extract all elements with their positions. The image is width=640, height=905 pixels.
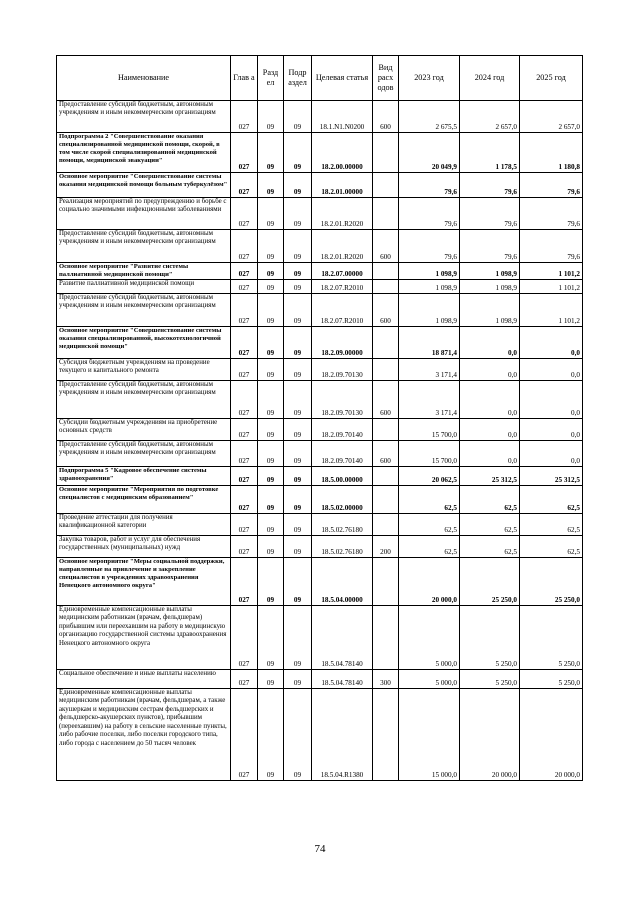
table-row: [57, 359, 583, 381]
row-2025: 0,0: [520, 327, 583, 359]
row-name: Основное мероприятие "Совершенствование системы оказания специализированной, высокотехнологичной медицинской помощи": [57, 327, 231, 359]
row-article: 18.2.07.R2010: [312, 280, 373, 294]
row-podrazdel: 09: [284, 230, 312, 263]
row-article: 18.5.04.R1380: [312, 689, 373, 781]
row-glava: 027: [231, 230, 258, 263]
row-2023: 20 062,5: [399, 467, 460, 486]
row-glava: 027: [231, 381, 258, 419]
row-expense-type: [373, 359, 399, 381]
row-2023: 2 675,5: [399, 101, 460, 133]
row-razdel: 09: [258, 536, 284, 558]
row-podrazdel: 09: [284, 536, 312, 558]
table-row: [57, 173, 583, 198]
row-podrazdel: 09: [284, 467, 312, 486]
row-2024: 79,6: [460, 198, 520, 230]
row-2025: 1 101,2: [520, 294, 583, 327]
row-2024: 25 312,5: [460, 467, 520, 486]
row-podrazdel: 09: [284, 441, 312, 467]
row-expense-type: [373, 280, 399, 294]
row-podrazdel: 09: [284, 419, 312, 441]
table-row: [57, 419, 583, 441]
row-2024: 5 250,0: [460, 606, 520, 670]
row-2025: 0,0: [520, 419, 583, 441]
row-podrazdel: 09: [284, 263, 312, 280]
row-name: Закупка товаров, работ и услуг для обеспечения государственных (муниципальных) нужд: [57, 536, 231, 558]
row-razdel: 09: [258, 173, 284, 198]
row-expense-type: [373, 606, 399, 670]
table-row: [57, 263, 583, 280]
row-2024: 1 098,9: [460, 294, 520, 327]
table-row: [57, 230, 583, 263]
header-2023: 2023 год: [399, 56, 460, 101]
table-row: [57, 381, 583, 419]
row-article: 18.2.07.00000: [312, 263, 373, 280]
header-expense-type: Вид расх одов: [373, 56, 399, 101]
row-2025: 1 101,2: [520, 280, 583, 294]
row-2025: 62,5: [520, 486, 583, 514]
row-name: Проведение аттестации для получения квалификационной категории: [57, 514, 231, 536]
row-2025: 0,0: [520, 359, 583, 381]
table-row: [57, 606, 583, 670]
row-2025: 5 250,0: [520, 606, 583, 670]
row-razdel: 09: [258, 280, 284, 294]
row-2024: 79,6: [460, 173, 520, 198]
row-article: 18.1.N1.N0200: [312, 101, 373, 133]
row-razdel: 09: [258, 359, 284, 381]
row-expense-type: 600: [373, 294, 399, 327]
row-2025: 1 180,8: [520, 133, 583, 173]
table-row: [57, 670, 583, 689]
row-2025: 0,0: [520, 381, 583, 419]
row-expense-type: [373, 467, 399, 486]
row-name: Социальное обеспечение и иные выплаты населению: [57, 670, 231, 689]
header-name: Наименование: [57, 56, 231, 101]
header-glava: Глав а: [231, 56, 258, 101]
row-2023: 79,6: [399, 198, 460, 230]
row-glava: 027: [231, 606, 258, 670]
row-2024: 0,0: [460, 419, 520, 441]
row-glava: 027: [231, 101, 258, 133]
row-2025: 2 657,0: [520, 101, 583, 133]
table-row: [57, 101, 583, 133]
row-razdel: 09: [258, 467, 284, 486]
row-podrazdel: 09: [284, 670, 312, 689]
row-article: 18.2.01.R2020: [312, 230, 373, 263]
row-article: 18.2.09.70130: [312, 359, 373, 381]
row-2024: 2 657,0: [460, 101, 520, 133]
row-article: 18.2.07.R2010: [312, 294, 373, 327]
row-2023: 62,5: [399, 486, 460, 514]
row-glava: 027: [231, 263, 258, 280]
header-2025: 2025 год: [520, 56, 583, 101]
row-name: Предоставление субсидий бюджетным, автономным учреждениям и иным некоммерческим организациям: [57, 441, 231, 467]
row-2023: 1 098,9: [399, 294, 460, 327]
row-expense-type: [373, 419, 399, 441]
row-2024: 20 000,0: [460, 689, 520, 781]
row-name: Подпрограмма 2 "Совершенствование оказания специализированной медицинской помощи, скорой, в том числе скорой специализированной медицинской помощи, медицинской эвакуации": [57, 133, 231, 173]
row-podrazdel: 09: [284, 173, 312, 198]
row-2025: 25 250,0: [520, 558, 583, 606]
row-2023: 5 000,0: [399, 606, 460, 670]
header-podrazdel: Подр аздел: [284, 56, 312, 101]
row-article: 18.2.01.R2020: [312, 198, 373, 230]
row-2025: 62,5: [520, 514, 583, 536]
row-expense-type: [373, 263, 399, 280]
row-expense-type: 600: [373, 441, 399, 467]
row-2025: 79,6: [520, 230, 583, 263]
row-name: Реализация мероприятий по предупреждению и борьбе с социально значимыми инфекционными заболеваниями: [57, 198, 231, 230]
row-name: Основное мероприятие "Мероприятия по подготовке специалистов с медицинским образованием": [57, 486, 231, 514]
row-article: 18.5.04.00000: [312, 558, 373, 606]
row-glava: 027: [231, 670, 258, 689]
row-glava: 027: [231, 359, 258, 381]
row-podrazdel: 09: [284, 294, 312, 327]
row-article: 18.5.02.76180: [312, 514, 373, 536]
row-expense-type: [373, 514, 399, 536]
row-glava: 027: [231, 486, 258, 514]
table-row: [57, 294, 583, 327]
row-podrazdel: 09: [284, 486, 312, 514]
row-2023: 15 700,0: [399, 441, 460, 467]
row-podrazdel: 09: [284, 101, 312, 133]
table-row: [57, 558, 583, 606]
table-row: [57, 514, 583, 536]
table-row: [57, 486, 583, 514]
row-expense-type: [373, 689, 399, 781]
header-article: Целевая статья: [312, 56, 373, 101]
row-2024: 62,5: [460, 514, 520, 536]
row-2024: 1 098,9: [460, 280, 520, 294]
row-2025: 25 312,5: [520, 467, 583, 486]
row-2025: 20 000,0: [520, 689, 583, 781]
row-article: 18.2.00.00000: [312, 133, 373, 173]
row-expense-type: [373, 486, 399, 514]
row-article: 18.5.04.78140: [312, 606, 373, 670]
row-2023: 15 000,0: [399, 689, 460, 781]
row-2024: 5 250,0: [460, 670, 520, 689]
row-expense-type: [373, 327, 399, 359]
table-row: [57, 441, 583, 467]
row-article: 18.5.02.76180: [312, 536, 373, 558]
row-glava: 027: [231, 280, 258, 294]
row-podrazdel: 09: [284, 198, 312, 230]
page-number: 74: [314, 843, 326, 855]
row-razdel: 09: [258, 133, 284, 173]
header-razdel: Разд ел: [258, 56, 284, 101]
row-expense-type: 600: [373, 101, 399, 133]
table-body: [57, 101, 583, 781]
row-2023: 1 098,9: [399, 263, 460, 280]
row-glava: 027: [231, 327, 258, 359]
row-2023: 5 000,0: [399, 670, 460, 689]
row-glava: 027: [231, 419, 258, 441]
row-podrazdel: 09: [284, 133, 312, 173]
row-article: 18.5.00.00000: [312, 467, 373, 486]
row-2023: 3 171,4: [399, 359, 460, 381]
row-expense-type: 600: [373, 381, 399, 419]
row-podrazdel: 09: [284, 359, 312, 381]
row-podrazdel: 09: [284, 381, 312, 419]
row-expense-type: [373, 558, 399, 606]
row-name: Предоставление субсидий бюджетным, автономным учреждениям и иным некоммерческим организациям: [57, 381, 231, 419]
row-glava: 027: [231, 133, 258, 173]
table-row: [57, 280, 583, 294]
row-article: 18.2.09.70140: [312, 441, 373, 467]
row-razdel: 09: [258, 230, 284, 263]
row-glava: 027: [231, 173, 258, 198]
row-glava: 027: [231, 198, 258, 230]
row-2025: 1 101,2: [520, 263, 583, 280]
row-name: Основное мероприятие "Развитие системы паллиативной медицинской помощи": [57, 263, 231, 280]
row-2025: 0,0: [520, 441, 583, 467]
row-podrazdel: 09: [284, 280, 312, 294]
row-razdel: 09: [258, 514, 284, 536]
row-2025: 5 250,0: [520, 670, 583, 689]
row-expense-type: [373, 133, 399, 173]
table-row: [57, 327, 583, 359]
row-2024: 0,0: [460, 359, 520, 381]
row-name: Субсидия бюджетным учреждениям на проведение текущего и капитального ремонта: [57, 359, 231, 381]
row-2023: 3 171,4: [399, 381, 460, 419]
row-2023: 62,5: [399, 514, 460, 536]
table-row: [57, 467, 583, 486]
header-2024: 2024 год: [460, 56, 520, 101]
row-name: Единовременные компенсационные выплаты медицинским работникам (врачам, фельдшерам, а также акушеркам и медицинским сестрам фельдшерских и фельдшерско-акушерских пунктов), прибывшим (переехавшим) на работу в сельские населенные пункты, либо рабочие поселки, либо поселки городского типа, либо города с населением до 50 тысяч человек: [57, 689, 231, 781]
row-glava: 027: [231, 536, 258, 558]
row-razdel: 09: [258, 198, 284, 230]
budget-table: [56, 55, 583, 781]
row-razdel: 09: [258, 441, 284, 467]
row-name: Субсидии бюджетным учреждениям на приобретение основных средств: [57, 419, 231, 441]
row-name: Предоставление субсидий бюджетным, автономным учреждениям и иным некоммерческим организациям: [57, 294, 231, 327]
row-2023: 79,6: [399, 173, 460, 198]
row-name: Единовременные компенсационные выплаты медицинским работникам (врачам, фельдшерам) прибывшим или переехавшим на работу в медицинскую организацию государственной системы здравоохранения Ненецкого автономного округа: [57, 606, 231, 670]
row-razdel: 09: [258, 381, 284, 419]
row-name: Предоставление субсидий бюджетным, автономным учреждениям и иным некоммерческим организациям: [57, 230, 231, 263]
row-2024: 1 178,5: [460, 133, 520, 173]
row-2024: 1 098,9: [460, 263, 520, 280]
row-podrazdel: 09: [284, 689, 312, 781]
row-glava: 027: [231, 467, 258, 486]
row-razdel: 09: [258, 689, 284, 781]
row-razdel: 09: [258, 419, 284, 441]
row-razdel: 09: [258, 327, 284, 359]
row-podrazdel: 09: [284, 558, 312, 606]
row-glava: 027: [231, 294, 258, 327]
row-razdel: 09: [258, 294, 284, 327]
row-2023: 62,5: [399, 536, 460, 558]
row-2024: 0,0: [460, 327, 520, 359]
row-2025: 62,5: [520, 536, 583, 558]
header-row: [57, 56, 583, 101]
row-razdel: 09: [258, 606, 284, 670]
row-article: 18.2.09.00000: [312, 327, 373, 359]
row-expense-type: 600: [373, 230, 399, 263]
table-row: [57, 536, 583, 558]
row-article: 18.2.01.00000: [312, 173, 373, 198]
row-razdel: 09: [258, 558, 284, 606]
row-name: Развитие паллиативной медицинской помощи: [57, 280, 231, 294]
table-row: [57, 198, 583, 230]
row-expense-type: 200: [373, 536, 399, 558]
row-name: Основное мероприятие "Совершенствование системы оказания медицинской помощи больным туберкулёзом": [57, 173, 231, 198]
row-2025: 79,6: [520, 198, 583, 230]
row-2024: 62,5: [460, 536, 520, 558]
row-podrazdel: 09: [284, 606, 312, 670]
row-razdel: 09: [258, 486, 284, 514]
row-2024: 0,0: [460, 381, 520, 419]
row-razdel: 09: [258, 670, 284, 689]
row-name: Предоставление субсидий бюджетным, автономным учреждениям и иным некоммерческим организациям: [57, 101, 231, 133]
row-glava: 027: [231, 441, 258, 467]
row-glava: 027: [231, 514, 258, 536]
row-name: Подпрограмма 5 "Кадровое обеспечение системы здравоохранения": [57, 467, 231, 486]
row-2024: 62,5: [460, 486, 520, 514]
row-2024: 25 250,0: [460, 558, 520, 606]
row-article: 18.5.02.00000: [312, 486, 373, 514]
table-row: [57, 133, 583, 173]
row-2025: 79,6: [520, 173, 583, 198]
row-article: 18.2.09.70130: [312, 381, 373, 419]
row-razdel: 09: [258, 263, 284, 280]
row-2024: 0,0: [460, 441, 520, 467]
row-expense-type: [373, 173, 399, 198]
row-2023: 20 000,0: [399, 558, 460, 606]
row-2023: 79,6: [399, 230, 460, 263]
row-article: 18.2.09.70140: [312, 419, 373, 441]
row-2023: 15 700,0: [399, 419, 460, 441]
row-expense-type: [373, 198, 399, 230]
row-article: 18.5.04.78140: [312, 670, 373, 689]
row-2024: 79,6: [460, 230, 520, 263]
row-2023: 1 098,9: [399, 280, 460, 294]
row-razdel: 09: [258, 101, 284, 133]
row-2023: 18 871,4: [399, 327, 460, 359]
row-glava: 027: [231, 558, 258, 606]
row-podrazdel: 09: [284, 514, 312, 536]
row-podrazdel: 09: [284, 327, 312, 359]
table-row: [57, 689, 583, 781]
row-glava: 027: [231, 689, 258, 781]
row-2023: 20 049,9: [399, 133, 460, 173]
row-expense-type: 300: [373, 670, 399, 689]
row-name: Основное мероприятие "Меры социальной поддержки, направленные на привлечение и закрепление специалистов в учреждениях здравоохранения Ненецкого автономного округа": [57, 558, 231, 606]
